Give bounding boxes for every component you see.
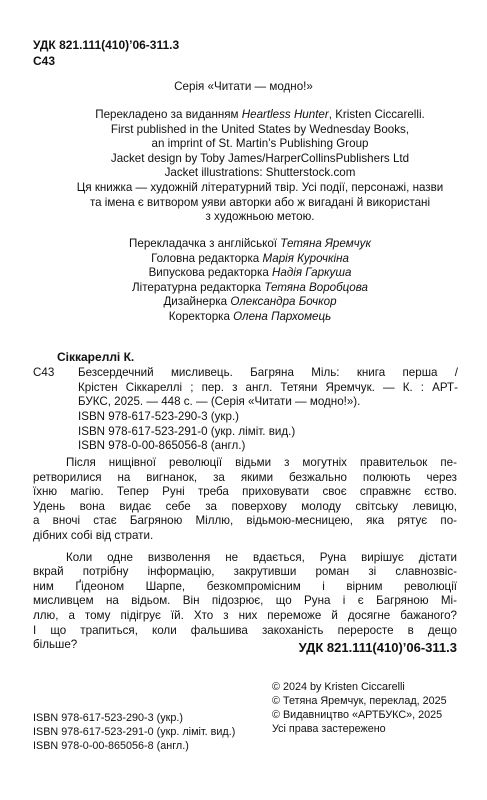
annotation-paragraph-2 xyxy=(33,551,457,653)
annotation-line: ним Ґідеоном Шарпе, безкомпромісним і вірним революції xyxy=(33,579,457,593)
jacket-design-line: Jacket design by Toby James/HarperCollinsPublishers Ltd xyxy=(110,151,410,165)
annotation-line: їхню магію. Тепер Руні треба приховувати своє справжнє єство. xyxy=(33,485,457,499)
annotation-line: І що трапиться, коли фальшива закоханість переросте в дещо xyxy=(33,623,457,637)
annotation-line: вкрай потрібну інформацію, закрутивши роман зі славнозвіс- xyxy=(33,565,457,579)
udk-header: УДК 821.111(410)’06-311.3 xyxy=(33,38,180,52)
bibliography-author: Сіккареллі К. xyxy=(57,350,135,364)
original-author: , Kristen Ciccarelli. xyxy=(328,108,425,121)
copyright-line: © Тетяна Яремчук, переклад, 2025 xyxy=(272,695,447,707)
bibliography-code: С43 xyxy=(33,366,55,379)
annotation-line: мисливцем на відьом. Він підозрює, що Руна і є Багряною Мі- xyxy=(33,594,457,608)
annotation-line: дібних собі від страти. xyxy=(33,528,154,542)
annotation-paragraph-1 xyxy=(33,456,457,544)
fiction-notice-line: та імена є витвором уяви авторки або ж вигадані й використані xyxy=(89,195,431,209)
publisher-line: First published in the United States by Wednesday Books, xyxy=(110,122,410,136)
original-title: Heartless Hunter xyxy=(241,108,329,121)
credit-translator xyxy=(40,237,460,252)
copyright-line: © 2024 by Kristen Ciccarelli xyxy=(272,681,405,693)
imprint-line: an imprint of St. Martin’s Publishing Group xyxy=(151,137,369,151)
publication-info xyxy=(50,108,470,225)
footer-isbn-list xyxy=(33,711,235,753)
annotation-line: більше? xyxy=(33,638,78,652)
credit-name: Олександра Бочкор xyxy=(230,295,337,309)
annotation-line: Коли одне визволення не вдається, Руна вирішує дістати xyxy=(66,550,457,564)
credit-name: Марія Курочкіна xyxy=(262,251,349,265)
bibliography-line: Крістен Сіккареллі ; пер. з англ. Тетяни Яремчук. — К. : АРТ- xyxy=(78,380,458,394)
isbn-line: ISBN 978-617-523-290-3 (укр.) xyxy=(33,712,183,724)
credit-name: Тетяна Яремчук xyxy=(280,237,371,250)
copyright-line: © Видавництво «АРТБУКС», 2025 xyxy=(272,709,443,721)
credit-name: Надія Гаркуша xyxy=(272,266,352,280)
bibliography-line: БУКС, 2025. — 448 с. — (Серія «Читати — модно!»). xyxy=(78,395,361,409)
credits-list xyxy=(40,237,460,325)
credit-role: Коректорка xyxy=(168,309,234,323)
credit-name: Олена Пархомець xyxy=(233,309,332,323)
annotation-line: а вночі стає Багряною Міллю, відьмою-месницею, яка рятує по- xyxy=(33,514,457,528)
original-edition-prefix: Перекладено за виданням xyxy=(95,108,242,121)
bibliography-description xyxy=(78,366,458,410)
annotation-line: ретворилися на вигнанок, за якими безжально полюють через xyxy=(33,470,457,484)
isbn-line: ISBN 978-617-523-291-0 (укр. лiміт. вид.) xyxy=(78,424,296,438)
annotation-line: Удень вона видає себе за поверхову молоду світську левицю, xyxy=(33,499,457,513)
credit-designer xyxy=(40,295,460,310)
isbn-line: ISBN 978-0-00-865056-8 (англ.) xyxy=(78,439,246,453)
bibliography-isbn-list xyxy=(78,410,295,454)
fiction-notice-line: з художньою метою. xyxy=(205,210,315,224)
credit-role: Випускова редакторка xyxy=(148,266,273,280)
udk-footer: УДК 821.111(410)’06-311.3 xyxy=(298,640,457,655)
isbn-line: ISBN 978-617-523-291-0 (укр. лiміт. вид.) xyxy=(33,726,236,738)
isbn-line: ISBN 978-617-523-290-3 (укр.) xyxy=(78,410,240,423)
credit-role: Головна редакторка xyxy=(151,251,263,265)
bibliography-line: Безсердечний мисливець. Багряна Міль: книга перша / xyxy=(78,366,458,379)
isbn-line: ISBN 978-0-00-865056-8 (англ.) xyxy=(33,740,189,752)
annotation-line: ллю, а тому підігрує їй. Хто з них переможе й досягне бажаного? xyxy=(33,608,457,622)
credit-name: Тетяна Воробцова xyxy=(264,280,368,294)
credit-literary-editor xyxy=(40,281,460,296)
author-code-header: С43 xyxy=(33,54,56,68)
copyright-block xyxy=(272,680,447,736)
fiction-notice-line: Ця книжка — художній літературний твір. Усі події, персонажі, назви xyxy=(76,180,444,194)
credit-role: Літературна редакторка xyxy=(132,280,265,294)
series-title: Серія «Читати — модно!» xyxy=(174,80,313,93)
annotation-line: Після нищівної революції відьми з могутніх правительок пе- xyxy=(66,456,457,469)
jacket-illustrations-line: Jacket illustrations: Shutterstock.com xyxy=(164,166,356,180)
copyright-line: Усі права застережено xyxy=(272,723,386,735)
original-edition-line xyxy=(50,108,470,123)
credit-managing-editor xyxy=(40,266,460,281)
credit-proofreader xyxy=(40,310,460,325)
credit-role: Дизайнерка xyxy=(163,295,231,309)
credit-chief-editor xyxy=(40,252,460,267)
credit-role: Перекладачка з англійської xyxy=(129,237,281,250)
annotation xyxy=(33,456,457,653)
